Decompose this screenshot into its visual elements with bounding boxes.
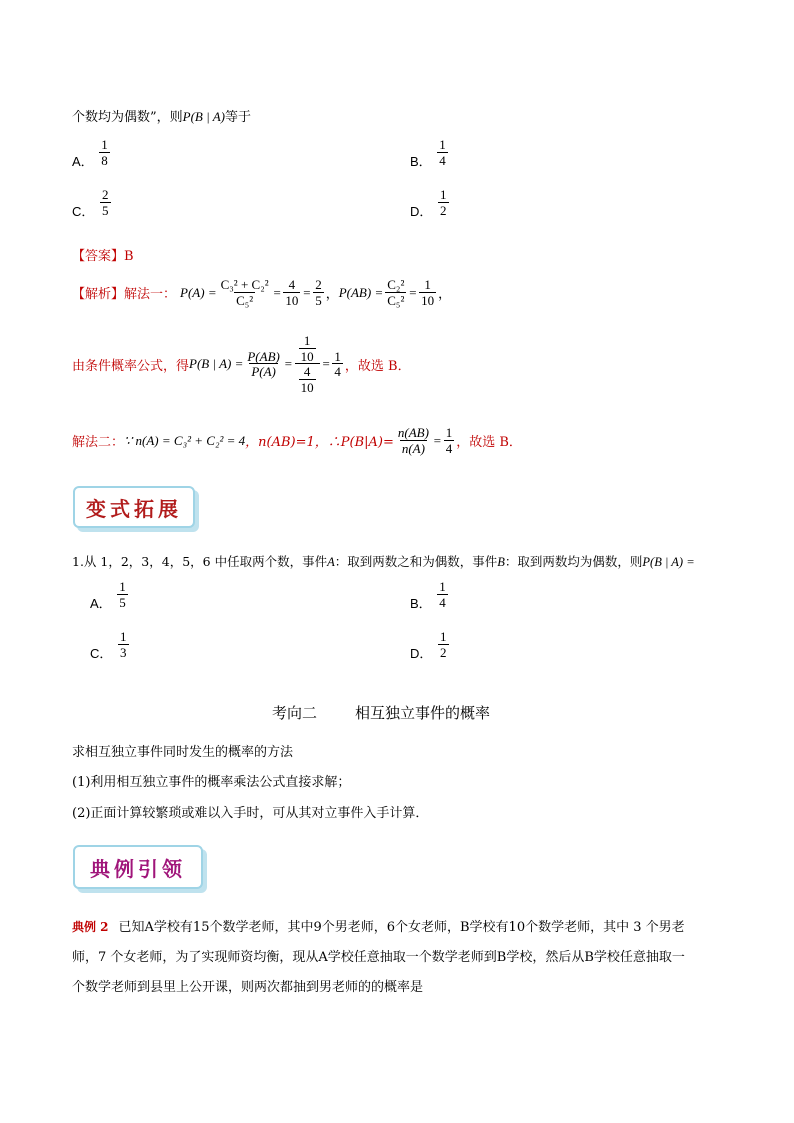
fraction-pab-pa: $\frac{P(AB)}{P(A)}$ bbox=[247, 348, 280, 380]
option-a-fraction: $\frac{1}{8}$ bbox=[101, 137, 108, 168]
analysis-line-1: 【解析】 解法一： P(A) = $\frac{\text{C₃² + C₂²}}{\text{C₅²}}$ = $\frac{4}{10}$ = $\frac{2}{5}$ ， P(AB) = $\frac{\text{C₂²}}{\text{C₅²}}$ = $\frac{1}{10}$ ， bbox=[72, 277, 452, 308]
option-c: C． $\frac{2}{5}$ bbox=[72, 187, 109, 220]
answer-tag: 【答案】 bbox=[72, 249, 125, 264]
answer-value: B bbox=[124, 249, 134, 264]
method-intro: 求相互独立事件同时发生的概率的方法 bbox=[72, 745, 294, 760]
example-line-2: 师，7 个女老师，为了实现师资均衡，现从A学校任意抽取一个数学老师到B学校，然后从B学校任意抽取一 bbox=[72, 950, 685, 965]
analysis-tag: 【解析】 bbox=[72, 287, 125, 303]
exercise-option-d-fraction: $\frac{1}{2}$ bbox=[440, 629, 447, 660]
option-a: A． $\frac{1}{8}$ bbox=[72, 137, 108, 170]
answer-line bbox=[72, 245, 134, 264]
option-b-fraction: $\frac{1}{4}$ bbox=[439, 137, 446, 168]
section-title: 相互独立事件的概率 bbox=[355, 704, 491, 722]
option-d-fraction: $\frac{1}{2}$ bbox=[440, 187, 447, 218]
question-expr: P(B | A) bbox=[182, 109, 225, 124]
fraction-pab: $\frac{\text{C₂²}}{\text{C₅²}}$ bbox=[387, 277, 405, 308]
fraction-1-4-b: $\frac{1}{4}$ bbox=[445, 425, 453, 456]
question-continuation bbox=[72, 106, 251, 125]
option-c-fraction: $\frac{2}{5}$ bbox=[102, 187, 109, 218]
method-item-1: (1)利用相互独立事件的概率乘法公式直接求解； bbox=[72, 775, 351, 790]
method-2-label: 解法二： bbox=[72, 435, 125, 451]
question-tail: 等于 bbox=[224, 110, 251, 125]
exercise-option-a-fraction: $\frac{1}{5}$ bbox=[119, 579, 126, 610]
exercise-option-b: B． $\frac{1}{4}$ bbox=[410, 579, 446, 612]
question-text: 个数均为偶数”，则 bbox=[72, 110, 183, 125]
method-1-label: 解法一： bbox=[124, 287, 177, 303]
fraction-nab-na: $\frac{n(AB)}{n(A)}$ bbox=[397, 425, 429, 456]
example-line-3: 个数学老师到县里上公开课，则两次都抽到男老师的的概率是 bbox=[72, 980, 424, 995]
method-item-2: (2)正面计算较繁琐或难以入手时，可从其对立事件入手计算． bbox=[72, 806, 429, 821]
section-number: 考向二 bbox=[272, 704, 318, 722]
exercise-option-c: C． $\frac{1}{3}$ bbox=[90, 629, 127, 662]
exercise-question: 1.从 1，2，3，4，5，6 中任取两个数，事件A：取到两数之和为偶数，事件B：取到两数均为偶数，则P(B | A) = bbox=[72, 554, 695, 569]
exercise-option-a: A． $\frac{1}{5}$ bbox=[90, 579, 126, 612]
section-heading bbox=[272, 702, 490, 723]
example-line-1: 典例 2 已知A学校有15个数学老师，其中9个男老师，6个女老师，B学校有10个数学老师，其中 3 个男老 bbox=[72, 920, 685, 935]
exercise-option-b-fraction: $\frac{1}{4}$ bbox=[439, 579, 446, 610]
fraction-combination: $\frac{\text{C₃² + C₂²}}{\text{C₅²}}$ bbox=[220, 277, 269, 308]
option-d: D． $\frac{1}{2}$ bbox=[410, 187, 447, 220]
badge-variation-extension: 变式拓展 bbox=[73, 486, 195, 528]
exercise-option-c-fraction: $\frac{1}{3}$ bbox=[120, 629, 127, 660]
fraction-2-5: $\frac{2}{5}$ bbox=[315, 277, 322, 308]
compound-fraction: $\frac{\frac{1}{10}}{\frac{4}{10}}$ bbox=[295, 334, 320, 395]
exercise-option-d: D． $\frac{1}{2}$ bbox=[410, 629, 447, 662]
option-b: B． $\frac{1}{4}$ bbox=[410, 137, 446, 170]
fraction-1-4: $\frac{1}{4}$ bbox=[334, 348, 341, 380]
conditional-text: 由条件概率公式，得 bbox=[72, 358, 190, 374]
analysis-line-2: 由条件概率公式，得 P(B | A) = $\frac{P(AB)}{P(A)}$ = $\frac{\frac{1}{10}}{\frac{4}{10}}$ = $\frac{1}{4}$ ，故选 B． bbox=[72, 333, 411, 395]
fraction-4-10: $\frac{4}{10}$ bbox=[285, 277, 299, 308]
badge-example-guide: 典例引领 bbox=[73, 845, 203, 889]
example-tag: 典例 2 bbox=[72, 920, 109, 934]
fraction-1-10: $\frac{1}{10}$ bbox=[421, 277, 435, 308]
analysis-line-3: 解法二： ∵ n(A) = C₃² + C₂² = 4 ，n(AB)=1，∴P(B|A)= $\frac{n(AB)}{n(A)}$ = $\frac{1}{4}$ ，故选 B． bbox=[72, 425, 522, 456]
